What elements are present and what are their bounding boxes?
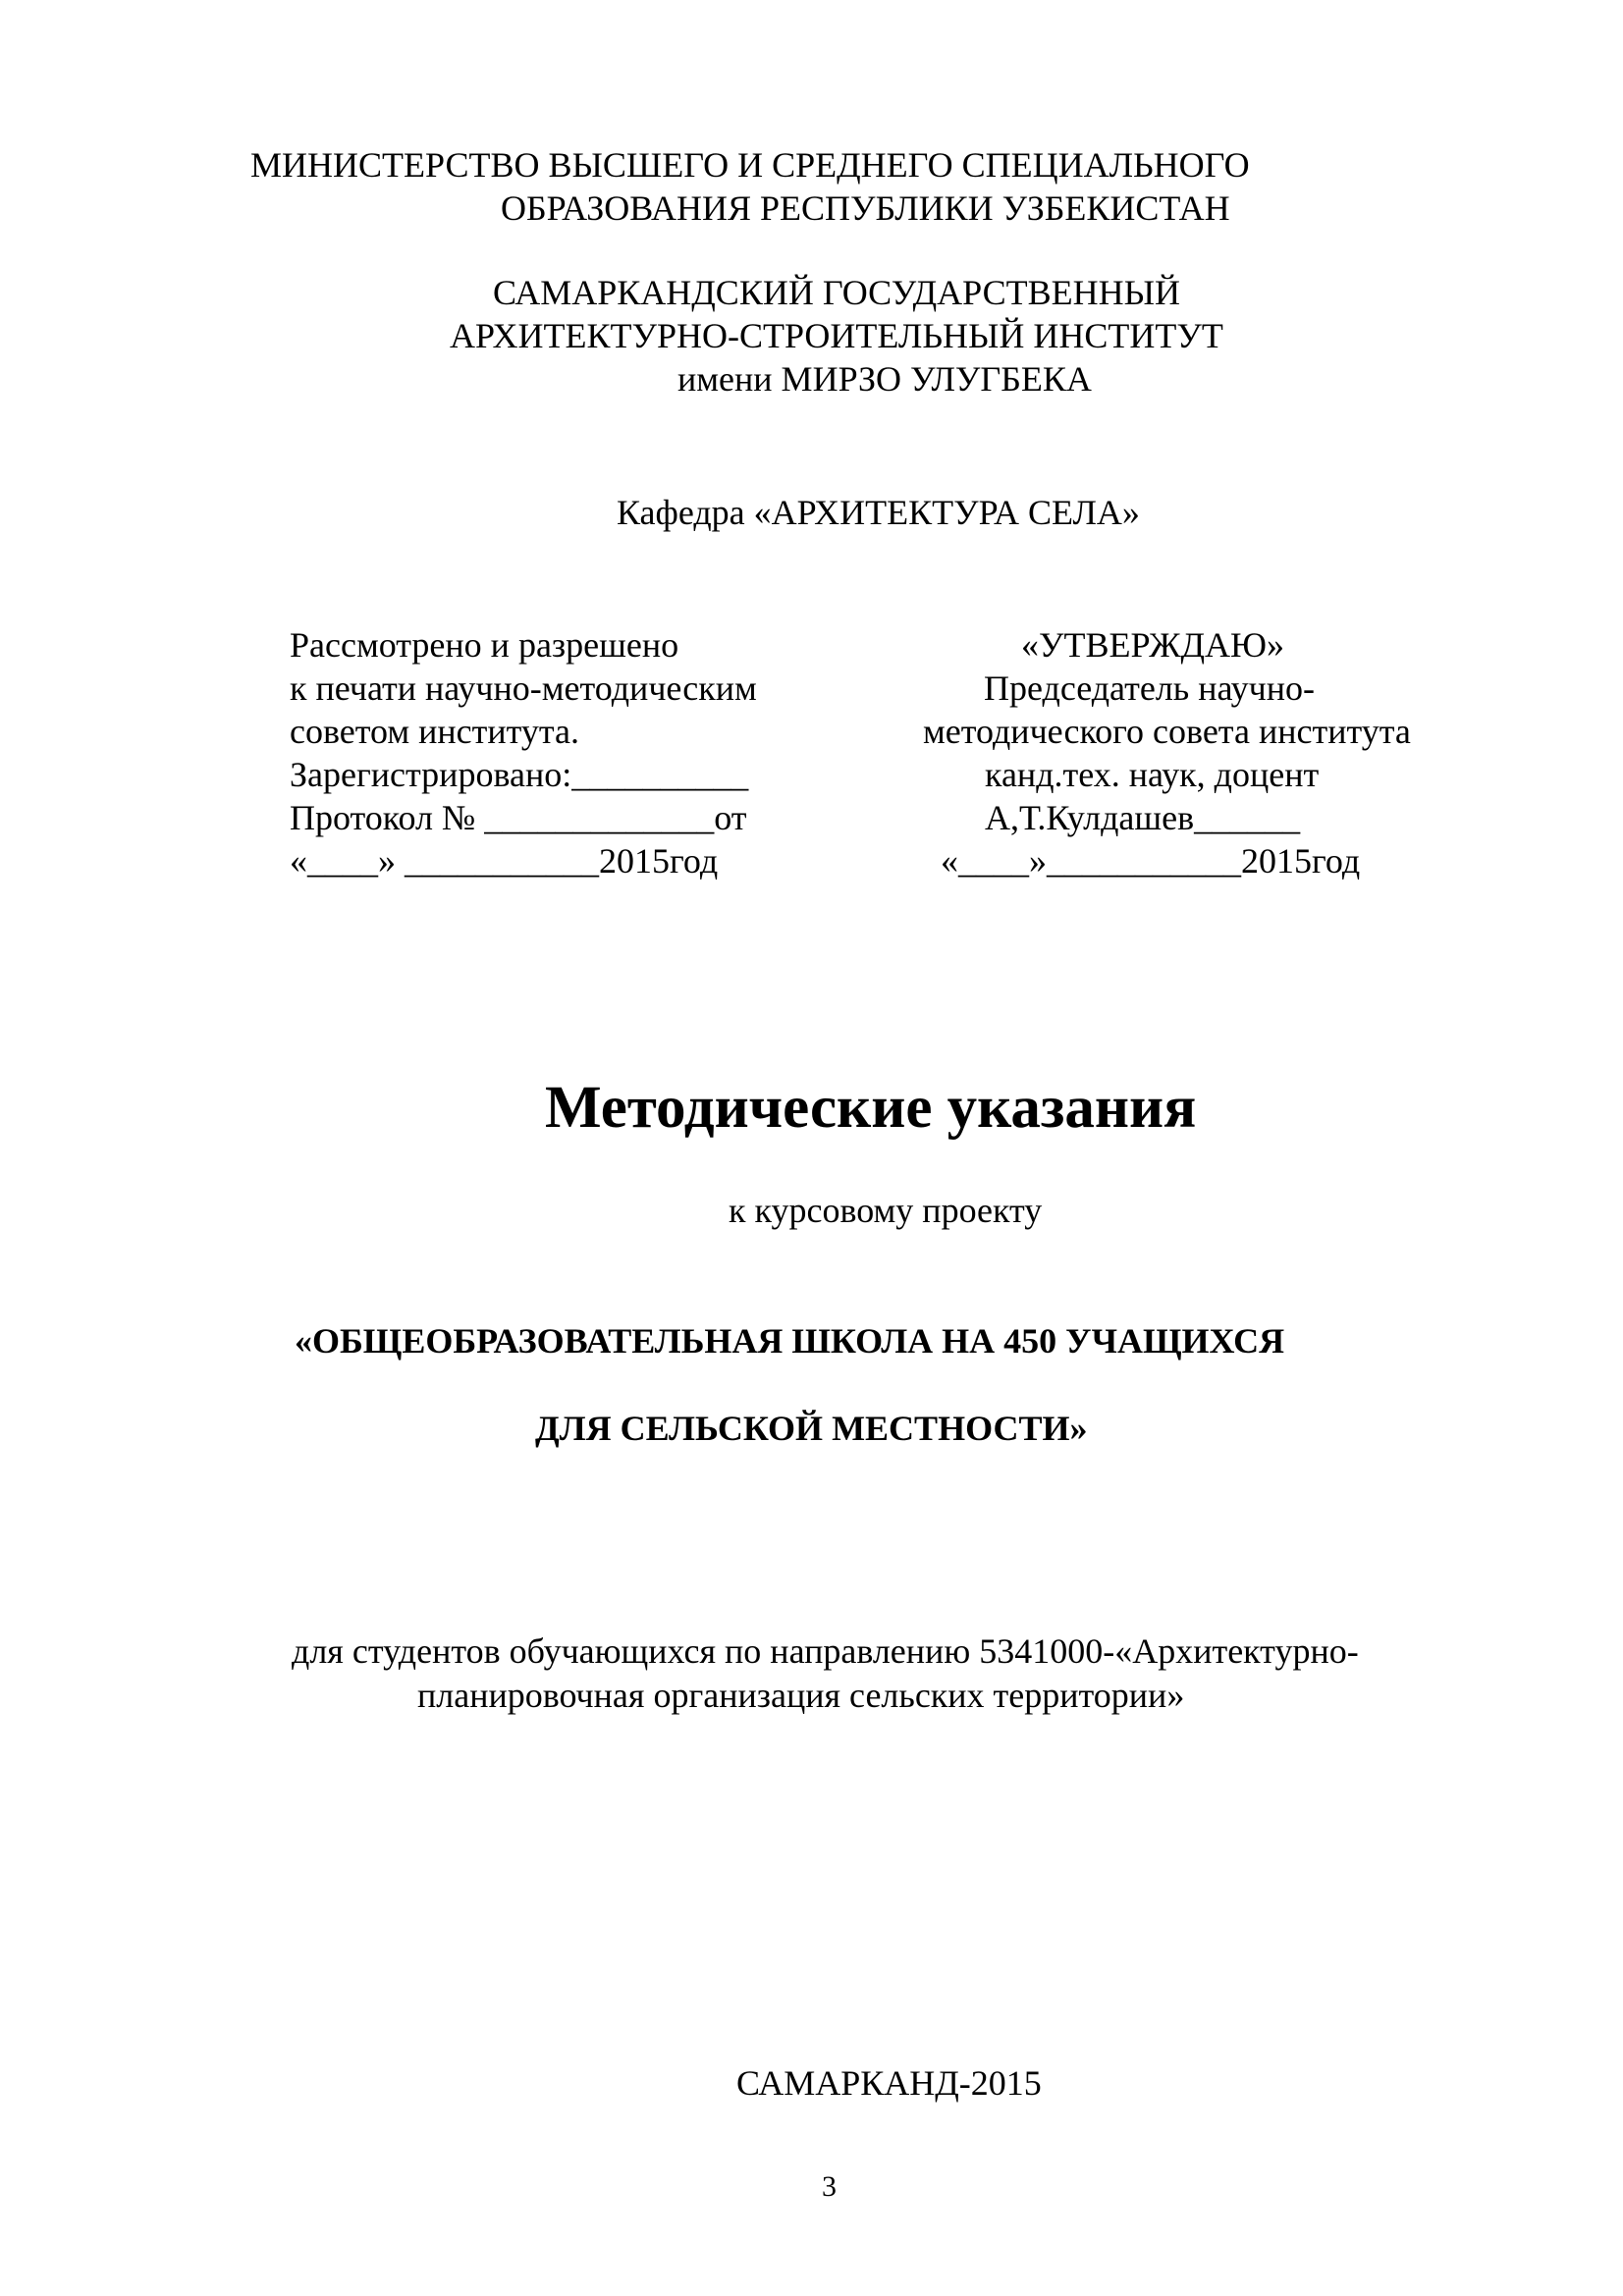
- approval-left-line-6: «____» ___________2015год: [290, 841, 719, 881]
- institute-line-3: имени МИРЗО УЛУГБЕКА: [677, 359, 1092, 399]
- institute-line-2: АРХИТЕКТУРНО-СТРОИТЕЛЬНЫЙ ИНСТИТУТ: [450, 316, 1223, 355]
- approval-right-line-4: канд.тех. наук, доцент: [985, 755, 1320, 794]
- audience-line-2: планировочная организация сельских территории»: [417, 1676, 1185, 1715]
- project-title-line-2: ДЛЯ СЕЛЬСКОЙ МЕСТНОСТИ»: [535, 1409, 1088, 1448]
- approval-left-line-3: советом института.: [290, 712, 580, 751]
- institute-line-1: САМАРКАНДСКИЙ ГОСУДАРСТВЕННЫЙ: [493, 273, 1180, 312]
- approval-right-line-6: «____»___________2015год: [941, 841, 1361, 881]
- audience-line-1: для студентов обучающихся по направлению 5341000-«Архитектурно-: [292, 1631, 1359, 1671]
- approval-right-line-2: Председатель научно-: [984, 668, 1315, 708]
- project-title-line-1: «ОБЩЕОБРАЗОВАТЕЛЬНАЯ ШКОЛА НА 450 УЧАЩИХСЯ: [295, 1321, 1285, 1361]
- approval-left-line-5: Протокол № _____________от: [290, 798, 747, 837]
- city-year: САМАРКАНД-2015: [736, 2063, 1042, 2103]
- approval-right-line-5: А,Т.Кулдашев______: [985, 798, 1301, 837]
- approval-right-line-3: методического совета института: [923, 712, 1411, 751]
- approval-right-line-1: «УТВЕРЖДАЮ»: [1021, 625, 1285, 665]
- document-subtitle: к курсовому проекту: [729, 1191, 1043, 1230]
- approval-left-line-4: Зарегистрировано:__________: [290, 755, 749, 794]
- approval-left-line-1: Рассмотрено и разрешено: [290, 625, 679, 665]
- document-title: Методические указания: [545, 1075, 1197, 1141]
- department-name: Кафедра «АРХИТЕКТУРА СЕЛА»: [617, 493, 1140, 532]
- ministry-line-2: ОБРАЗОВАНИЯ РЕСПУБЛИКИ УЗБЕКИСТАН: [501, 188, 1230, 228]
- ministry-line-1: МИНИСТЕРСТВО ВЫСШЕГО И СРЕДНЕГО СПЕЦИАЛЬНОГО: [250, 145, 1250, 185]
- page-number: 3: [822, 2170, 837, 2203]
- approval-left-line-2: к печати научно-методическим: [290, 668, 757, 708]
